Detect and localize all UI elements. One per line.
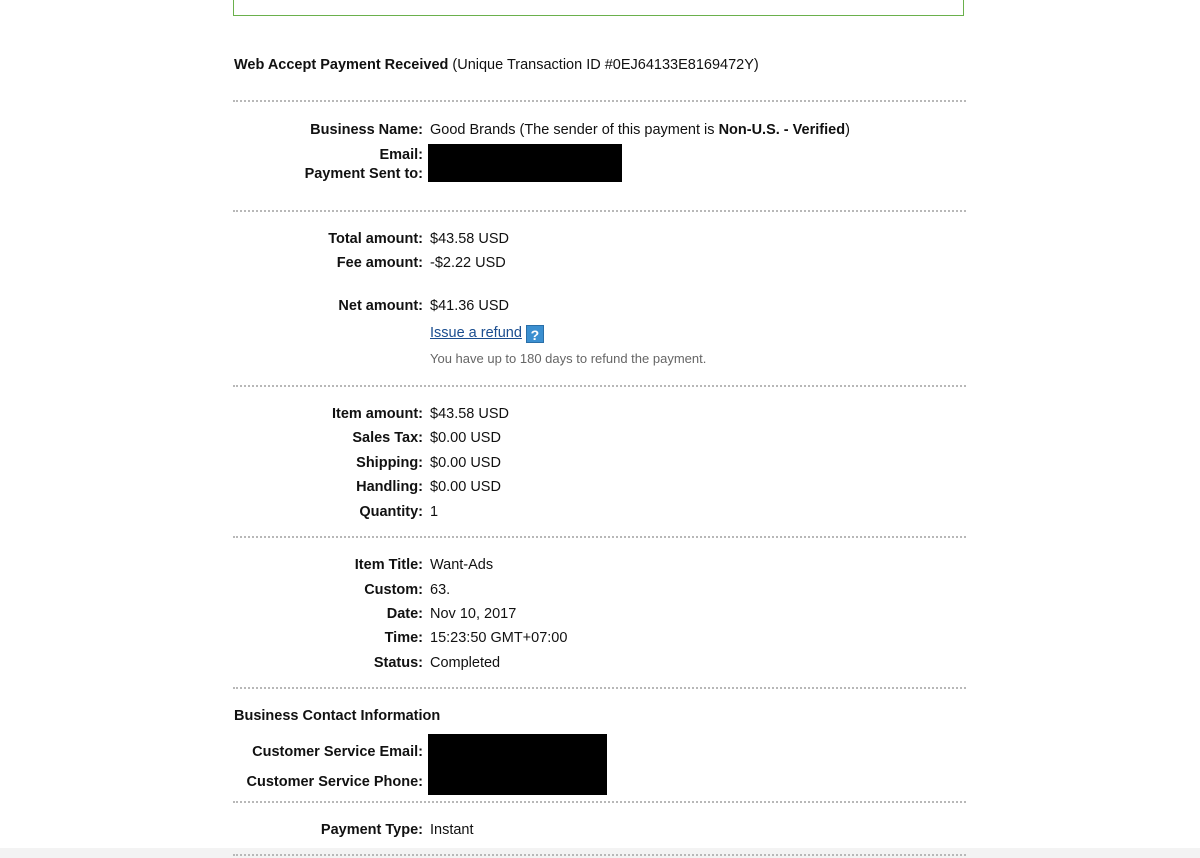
payment-type-label: Payment Type: bbox=[320, 822, 423, 838]
time-value: 15:23:50 GMT+07:00 bbox=[430, 630, 568, 646]
net-amount-label: Net amount: bbox=[338, 298, 423, 314]
business-name-label: Business Name: bbox=[310, 122, 423, 138]
quantity-value: 1 bbox=[430, 504, 439, 520]
sales-tax-label: Sales Tax: bbox=[352, 430, 423, 446]
item-amount-row bbox=[0, 406, 1200, 426]
shipping-label: Shipping: bbox=[356, 455, 423, 471]
payment-type-value: Instant bbox=[430, 822, 474, 838]
item-title-row bbox=[0, 557, 1200, 577]
fee-amount-value: -$2.22 USD bbox=[430, 255, 506, 271]
date-row bbox=[0, 606, 1200, 626]
divider bbox=[233, 687, 966, 689]
status-value: Completed bbox=[430, 655, 501, 671]
redacted-email-block bbox=[428, 144, 622, 182]
email-label: Email: bbox=[379, 147, 423, 163]
total-amount-value: $43.58 USD bbox=[430, 231, 509, 247]
divider bbox=[233, 210, 966, 212]
fee-amount-label: Fee amount: bbox=[336, 255, 423, 271]
handling-label: Handling: bbox=[356, 479, 423, 495]
bottom-fade bbox=[0, 848, 1200, 858]
heading-title: Web Accept Payment Received bbox=[234, 57, 449, 73]
page-heading bbox=[234, 57, 759, 73]
divider bbox=[233, 385, 966, 387]
custom-value: 63. bbox=[430, 582, 451, 598]
business-contact-title: Business Contact Information bbox=[234, 708, 441, 724]
handling-value: $0.00 USD bbox=[430, 479, 501, 495]
divider bbox=[233, 801, 966, 803]
refund-row bbox=[0, 325, 1200, 345]
status-row bbox=[0, 655, 1200, 675]
item-title-value: Want-Ads bbox=[430, 557, 494, 573]
time-row bbox=[0, 630, 1200, 650]
item-amount-value: $43.58 USD bbox=[430, 406, 509, 422]
top-box-border bbox=[233, 0, 964, 16]
custom-row bbox=[0, 582, 1200, 602]
time-label: Time: bbox=[384, 630, 423, 646]
business-name-row bbox=[0, 122, 1200, 142]
help-icon[interactable]: ? bbox=[526, 325, 544, 343]
shipping-value: $0.00 USD bbox=[430, 455, 501, 471]
net-amount-value: $41.36 USD bbox=[430, 298, 509, 314]
date-label: Date: bbox=[386, 606, 423, 622]
item-amount-label: Item amount: bbox=[331, 406, 423, 422]
sent-to-label: Payment Sent to: bbox=[304, 166, 423, 182]
net-amount-row bbox=[0, 298, 1200, 318]
issue-refund-link[interactable]: Issue a refund bbox=[430, 325, 522, 341]
payment-type-row bbox=[0, 822, 1200, 842]
item-title-label: Item Title: bbox=[354, 557, 423, 573]
cs-email-label: Customer Service Email: bbox=[252, 744, 423, 760]
total-amount-label: Total amount: bbox=[328, 231, 423, 247]
quantity-row bbox=[0, 504, 1200, 524]
fee-amount-row bbox=[0, 255, 1200, 275]
total-amount-row bbox=[0, 231, 1200, 251]
transaction-id: (Unique Transaction ID #0EJ64133E8169472Y) bbox=[452, 57, 759, 73]
divider bbox=[233, 100, 966, 102]
refund-note: You have up to 180 days to refund the payment. bbox=[430, 351, 707, 366]
divider bbox=[233, 536, 966, 538]
sender-status: Non-U.S. - Verified bbox=[718, 122, 846, 138]
cs-phone-label: Customer Service Phone: bbox=[246, 774, 423, 790]
divider bbox=[233, 854, 966, 856]
shipping-row bbox=[0, 455, 1200, 475]
quantity-label: Quantity: bbox=[359, 504, 423, 520]
refund-container bbox=[430, 325, 544, 343]
date-value: Nov 10, 2017 bbox=[430, 606, 517, 622]
handling-row bbox=[0, 479, 1200, 499]
custom-label: Custom: bbox=[364, 582, 423, 598]
sales-tax-value: $0.00 USD bbox=[430, 430, 501, 446]
business-name-value: Good Brands (The sender of this payment is Non-U.S. - Verified) bbox=[430, 122, 850, 138]
redacted-contact-block bbox=[428, 734, 607, 795]
status-label: Status: bbox=[373, 655, 423, 671]
sales-tax-row bbox=[0, 430, 1200, 450]
